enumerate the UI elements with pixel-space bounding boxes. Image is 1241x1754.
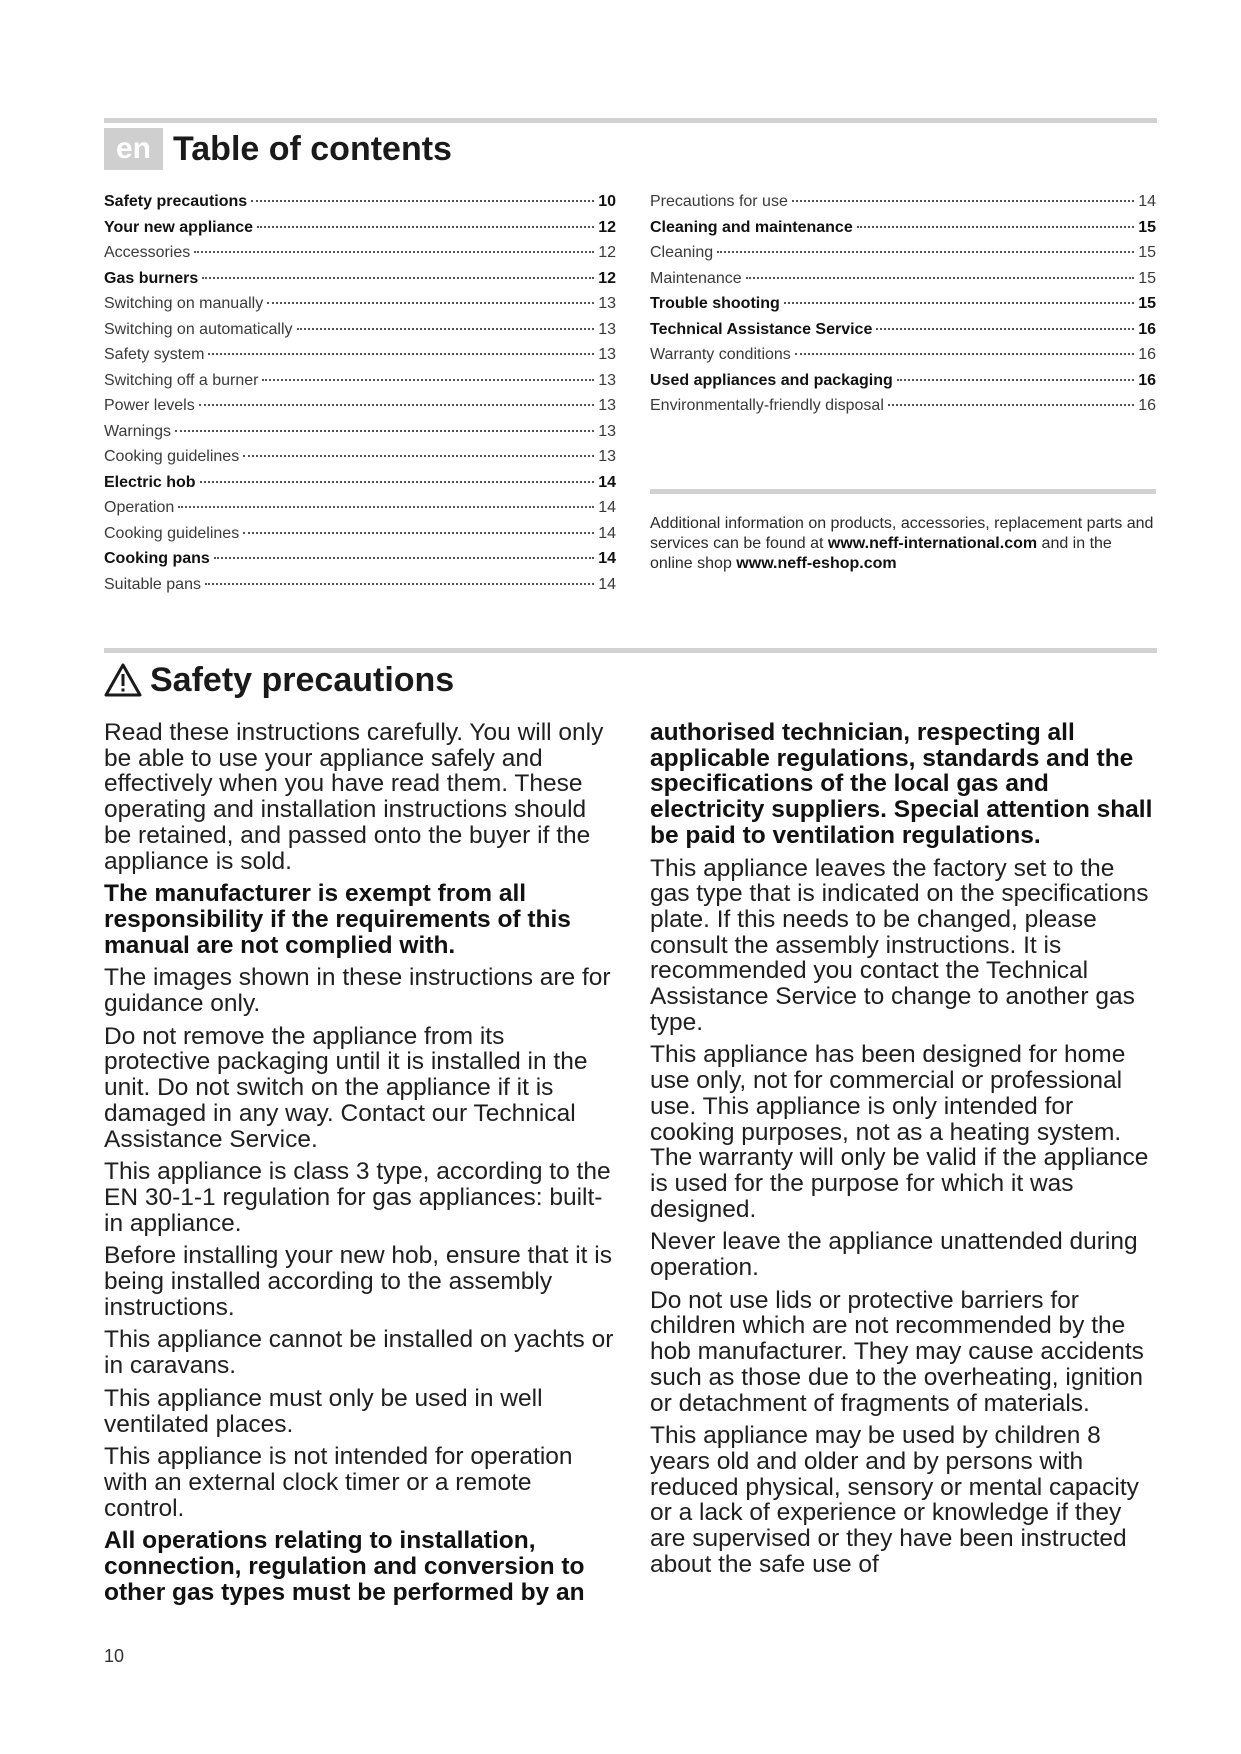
toc-leader-dots [243, 532, 594, 534]
toc-entry-page: 14 [598, 575, 616, 593]
toc-entry-page: 12 [598, 269, 616, 287]
toc-entry[interactable] [104, 550, 616, 576]
toc-leader-dots [267, 302, 594, 304]
toc-leader-dots [897, 379, 1134, 381]
toc-entry-page: 13 [598, 422, 616, 440]
toc-leader-dots [888, 404, 1134, 406]
toc-leader-dots [243, 455, 594, 457]
toc-entry-label: Operation [104, 499, 175, 516]
toc-entry-label: Power levels [104, 397, 195, 414]
toc-entry[interactable] [104, 244, 616, 270]
toc-entry-label: Switching on automatically [104, 320, 293, 338]
toc-entry[interactable] [650, 397, 1156, 423]
toc-leader-dots [795, 353, 1134, 355]
toc-entry-label: Warnings [104, 422, 171, 440]
toc-entry-label: Precautions for use [650, 193, 788, 210]
toc-entry-page: 13 [598, 295, 616, 312]
additional-info [650, 514, 1156, 574]
toc-leader-dots [175, 430, 594, 432]
toc-leader-dots [297, 328, 594, 330]
toc-entry-label: Cleaning and maintenance [650, 218, 853, 236]
toc-entry-label: Gas burners [104, 269, 199, 287]
toc-entry[interactable] [104, 270, 616, 296]
toc-entry-label: Trouble shooting [650, 295, 780, 312]
safety-paragraph: This appliance is not intended for operation with an external clock timer or a remote control. [104, 1443, 573, 1522]
toc-entry-label: Electric hob [104, 473, 196, 491]
safety-divider [104, 648, 1157, 653]
toc-entry[interactable] [104, 448, 616, 474]
safety-paragraph: Do not use lids or protective barriers for children which are not recommended by the hob manufacturer. They may cause accidents such as those due to the overheating, ignition or detachment of fragments of materials. [650, 1286, 1144, 1417]
safety-left-column [104, 720, 614, 1613]
safety-paragraph: This appliance leaves the factory set to the gas type that is indicated on the specifications plate. If this needs to be changed, please consult the assembly instructions. It is recommended you contact the Technical Assistance Service to change to another gas type. [650, 854, 1149, 1036]
toc-entry-label: Cooking guidelines [104, 448, 240, 465]
toc-leader-dots [178, 506, 594, 508]
toc-entry[interactable] [650, 372, 1156, 398]
toc-entry[interactable] [104, 295, 616, 321]
toc-leader-dots [784, 302, 1134, 304]
toc-entry-label: Switching off a burner [104, 371, 259, 389]
toc-entry[interactable] [104, 321, 616, 347]
toc-leader-dots [199, 404, 594, 406]
toc-entry[interactable] [104, 372, 616, 398]
toc-entry-label: Technical Assistance Service [650, 320, 873, 338]
toc-entry[interactable] [650, 193, 1156, 219]
toc-entry[interactable] [104, 346, 616, 372]
safety-header [104, 656, 454, 704]
toc-entry[interactable] [104, 499, 616, 525]
info-divider [650, 489, 1156, 494]
toc-entry-label: Safety precautions [104, 193, 248, 210]
safety-paragraph: Before installing your new hob, ensure that it is being installed according to the assembly instructions. [104, 1242, 612, 1321]
toc-entry-page: 15 [1138, 269, 1156, 287]
toc-leader-dots [194, 251, 594, 253]
toc-leader-dots [876, 328, 1134, 330]
toc-leader-dots [746, 277, 1134, 279]
toc-entry-label: Used appliances and packaging [650, 371, 893, 389]
toc-leader-dots [200, 481, 594, 483]
toc-entry[interactable] [104, 397, 616, 423]
toc-entry[interactable] [650, 270, 1156, 296]
toc-entry[interactable] [104, 474, 616, 500]
safety-paragraph: authorised technician, respecting all applicable regulations, standards and the specifications of the local gas and electricity suppliers. Special attention shall be paid to ventilation regulations. [650, 719, 1153, 849]
safety-paragraph: Do not remove the appliance from its protective packaging until it is installed in the unit. Do not switch on the appliance if it is damaged in any way. Contact our Technical Assistance Service. [104, 1022, 588, 1153]
toc-entry[interactable] [104, 576, 616, 602]
toc-entry-page: 16 [1138, 397, 1156, 414]
toc-entry[interactable] [650, 321, 1156, 347]
toc-entry-label: Environmentally-friendly disposal [650, 397, 884, 414]
toc-entry-label: Cleaning [650, 244, 714, 261]
safety-paragraph: This appliance cannot be installed on yachts or in caravans. [104, 1326, 614, 1380]
toc-entry-page: 14 [598, 473, 616, 491]
safety-paragraph: Read these instructions carefully. You will only be able to use your appliance safely and effectively when you have read them. These operating and installation instructions should be retained, and passed onto the buyer if the appliance is sold. [104, 719, 604, 875]
toc-entry-page: 14 [1138, 193, 1156, 210]
toc-left-column [104, 193, 616, 601]
toc-leader-dots [205, 583, 594, 585]
toc-entry-page: 13 [598, 371, 616, 389]
toc-entry[interactable] [650, 295, 1156, 321]
toc-leader-dots [857, 226, 1134, 228]
safety-paragraph: Never leave the appliance unattended during operation. [650, 1228, 1138, 1282]
safety-paragraph: The images shown in these instructions are for guidance only. [104, 964, 611, 1018]
safety-paragraph: All operations relating to installation, connection, regulation and conversion to other gas types must be performed by an [104, 1527, 585, 1606]
toc-entry-page: 16 [1138, 371, 1156, 389]
toc-entry-page: 12 [598, 244, 616, 261]
toc-entry-page: 16 [1138, 346, 1156, 363]
toc-leader-dots [257, 226, 594, 228]
toc-leader-dots [792, 200, 1134, 202]
toc-entry[interactable] [650, 346, 1156, 372]
eshop-link[interactable]: www.neff-eshop.com [736, 555, 897, 572]
safety-paragraph: This appliance must only be used in well ventilated places. [104, 1384, 543, 1438]
website-link[interactable]: www.neff-international.com [827, 535, 1038, 552]
safety-title: Safety precautions [150, 660, 455, 699]
language-badge: en [104, 128, 163, 170]
toc-entry-page: 10 [598, 193, 616, 210]
toc-entry-page: 15 [1138, 244, 1156, 261]
toc-entry-label: Safety system [104, 346, 205, 363]
toc-leader-dots [251, 200, 594, 202]
toc-leader-dots [208, 353, 594, 355]
toc-header [104, 126, 452, 172]
toc-entry-page: 14 [598, 524, 616, 542]
toc-entry-page: 16 [1138, 320, 1156, 338]
toc-entry-label: Your new appliance [104, 218, 254, 236]
info-text-before: Additional information on products, accessories, replacement parts and services can be found at [650, 515, 1154, 552]
toc-entry-page: 12 [598, 218, 616, 236]
toc-entry-label: Cooking pans [104, 550, 210, 567]
safety-paragraph: This appliance is class 3 type, according to the EN 30-1-1 regulation for gas appliances: built-in appliance. [104, 1158, 611, 1237]
safety-right-column [650, 720, 1158, 1585]
toc-entry-label: Suitable pans [104, 575, 201, 593]
toc-leader-dots [262, 379, 594, 381]
toc-entry-page: 15 [1138, 218, 1156, 236]
toc-entry[interactable] [104, 193, 616, 219]
info-text-middle: and in the online shop [650, 535, 1112, 572]
toc-entry-page: 13 [598, 448, 616, 465]
page-number: 10 [104, 1646, 125, 1666]
toc-right-column [650, 193, 1156, 423]
toc-entry[interactable] [104, 219, 616, 245]
safety-paragraph: This appliance has been designed for home use only, not for commercial or professional use. This appliance is only intended for cooking purposes, not as a heating system. The warranty will only be valid if the appliance is used for the purpose for which it was designed. [650, 1041, 1149, 1223]
toc-entry-label: Switching on manually [104, 295, 264, 312]
toc-entry-label: Warranty conditions [650, 346, 791, 363]
toc-entry[interactable] [650, 219, 1156, 245]
toc-entry[interactable] [104, 423, 616, 449]
toc-leader-dots [717, 251, 1134, 253]
toc-leader-dots [202, 277, 594, 279]
toc-leader-dots [214, 557, 594, 559]
toc-entry-page: 13 [598, 397, 616, 414]
toc-divider [104, 118, 1157, 123]
toc-entry-label: Accessories [104, 244, 191, 261]
toc-entry-page: 13 [598, 346, 616, 363]
toc-entry-label: Cooking guidelines [104, 524, 240, 542]
safety-paragraph: This appliance may be used by children 8 years old and older and by persons with reduced physical, sensory or mental capacity or a lack of experience or knowledge if they are supervised or they have been instructed about the safe use of [650, 1422, 1139, 1578]
toc-entry-page: 15 [1138, 295, 1156, 312]
warning-triangle-icon [104, 662, 142, 698]
toc-entry[interactable] [104, 525, 616, 551]
toc-title: Table of contents [173, 129, 452, 168]
toc-entry-page: 14 [598, 550, 616, 567]
safety-paragraph: The manufacturer is exempt from all responsibility if the requirements of this manual are not complied with. [104, 880, 571, 959]
toc-entry-label: Maintenance [650, 269, 742, 287]
toc-entry-page: 14 [598, 499, 616, 516]
toc-entry[interactable] [650, 244, 1156, 270]
toc-entry-page: 13 [598, 320, 616, 338]
